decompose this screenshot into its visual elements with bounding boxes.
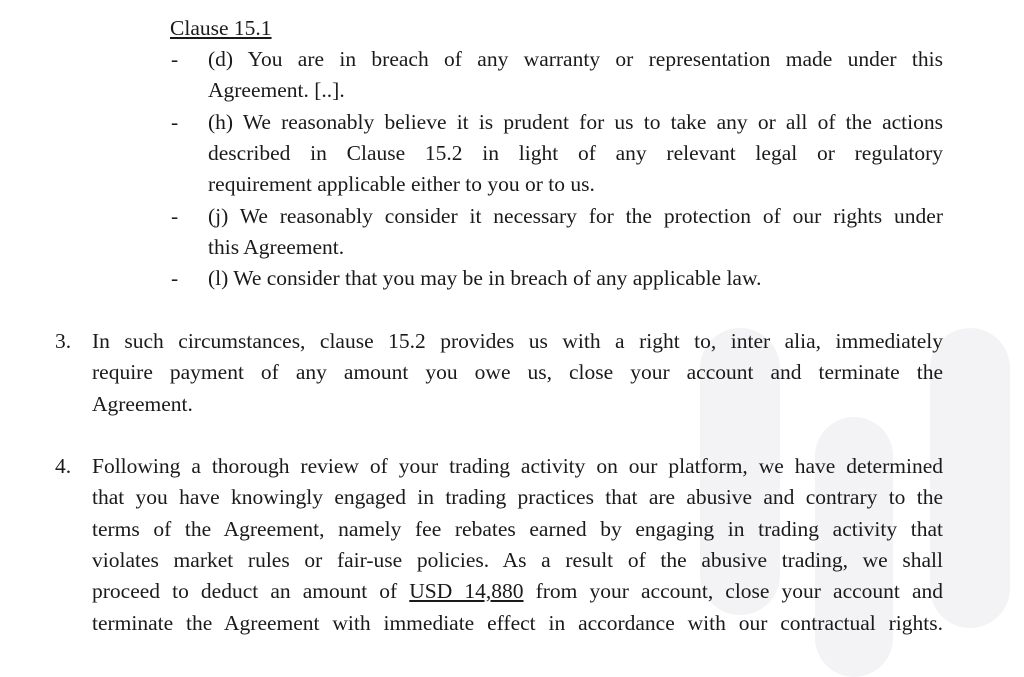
paragraph-line — [92, 576, 943, 607]
paragraph-line: Agreement. — [92, 391, 193, 416]
list-item-line: (l) We consider that you may be in breach of any applicable law. — [208, 266, 762, 291]
list-item-line: described in Clause 15.2 in light of any relevant legal or regulatory — [208, 140, 943, 165]
paragraph-line: violates market rules or fair-use policies. As a result of the abusive trading, we shall — [92, 547, 943, 572]
paragraph-line: require payment of any amount you owe us, close your account and terminate the — [92, 360, 943, 385]
text: from your account, close your account and — [535, 579, 944, 604]
list-item-line: Agreement. [..]. — [208, 78, 345, 103]
paragraph-line: that you have knowingly engaged in trading practices that are abusive and contrary to the — [92, 485, 943, 510]
paragraph-number: 4. — [55, 454, 72, 478]
paragraph-line: In such circumstances, clause 15.2 provides us with a right to, inter alia, immediately — [92, 329, 943, 353]
list-item-line: (d) You are in breach of any warranty or representation made under this — [208, 47, 943, 71]
bullet-dash: - — [171, 47, 179, 71]
clause-heading: Clause 15.1 — [170, 16, 272, 40]
paragraph-line: terminate the Agreement with immediate effect in accordance with our contractual rights. — [92, 610, 943, 635]
paragraph-line: Following a thorough review of your trading activity on our platform, we have determined — [92, 454, 943, 478]
list-item-line: requirement applicable either to you or to us. — [208, 172, 595, 197]
deduction-amount: USD 14,880 — [409, 579, 524, 604]
text: proceed to deduct an amount of — [92, 579, 398, 604]
list-item-line: (h) We reasonably believe it is prudent for us to take any or all of the actions — [208, 109, 943, 134]
bullet-dash: - — [171, 203, 179, 228]
bullet-dash: - — [171, 266, 179, 291]
paragraph-line: terms of the Agreement, namely fee rebates earned by engaging in trading activity that — [92, 516, 943, 541]
paragraph-number: 3. — [55, 329, 72, 353]
list-item-line: (j) We reasonably consider it necessary for the protection of our rights under — [208, 203, 943, 228]
bullet-dash: - — [171, 109, 179, 134]
list-item-line: this Agreement. — [208, 234, 345, 259]
